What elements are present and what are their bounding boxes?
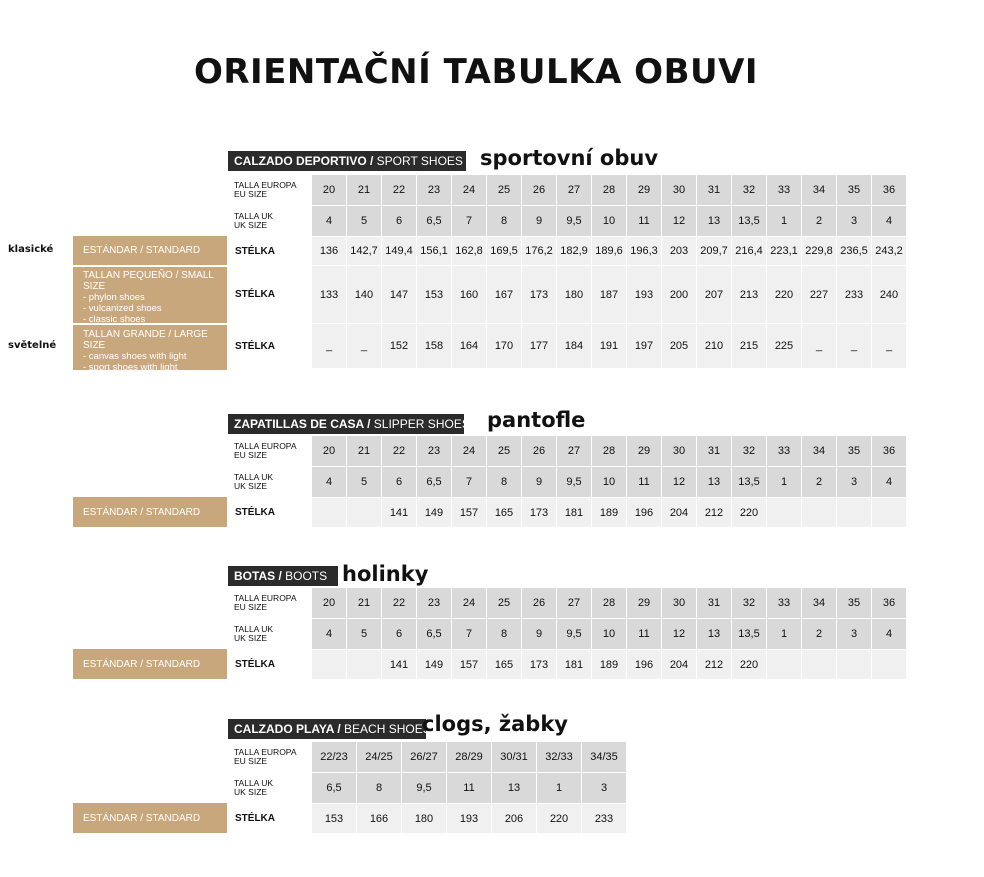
table-cell: 142,7 — [347, 237, 382, 266]
table-cell: 2 — [802, 619, 837, 650]
row-label-line: UK SIZE — [234, 787, 268, 797]
sport-small-size-note: - classic shoes — [83, 314, 146, 325]
boots-standard-label — [73, 649, 227, 679]
page-title: ORIENTAČNÍ TABULKA OBUVI — [193, 52, 759, 92]
eu-size-row — [230, 588, 907, 619]
table-cell: 22 — [382, 175, 417, 206]
sport-standard-label — [73, 236, 227, 265]
table-cell: 181 — [557, 498, 592, 528]
table-cell: 1 — [537, 773, 582, 804]
table-cell: 227 — [802, 266, 837, 324]
table-cell: 13 — [492, 773, 537, 804]
table-cell: 29 — [627, 588, 662, 619]
table-cell: 35 — [837, 436, 872, 467]
table-cell: 2 — [802, 467, 837, 498]
slipper-shoes-czech-label: pantofle — [487, 408, 586, 432]
table-cell: 30 — [662, 436, 697, 467]
stelka-row — [230, 324, 907, 369]
table-cell: 210 — [697, 324, 732, 369]
table-cell: 33 — [767, 436, 802, 467]
table-cell: 9 — [522, 206, 557, 237]
table-cell: 4 — [312, 619, 347, 650]
table-cell: 6,5 — [312, 773, 357, 804]
sport-small-size-label — [73, 267, 227, 323]
slipper-shoes-table — [229, 435, 907, 528]
table-cell: 4 — [312, 206, 347, 237]
table-cell: 28 — [592, 436, 627, 467]
sport-shoes-czech-label: sportovní obuv — [480, 146, 659, 170]
table-cell: 5 — [347, 467, 382, 498]
table-cell: 216,4 — [732, 237, 767, 266]
eu-size-row — [230, 742, 627, 773]
row-label — [230, 742, 312, 773]
table-cell: 11 — [627, 619, 662, 650]
table-cell: 1 — [767, 619, 802, 650]
table-cell: 31 — [697, 436, 732, 467]
sport-large-size-title: TALLAN GRANDE / LARGE SIZE — [83, 329, 208, 351]
table-cell: 1 — [767, 206, 802, 237]
sport-small-size-note: - phylon shoes — [83, 292, 145, 303]
table-cell: 5 — [347, 619, 382, 650]
table-cell: 189,6 — [592, 237, 627, 266]
table-cell: _ — [872, 324, 907, 369]
table-cell: 233 — [837, 266, 872, 324]
table-cell — [312, 498, 347, 528]
boots-czech-label: holinky — [342, 562, 429, 586]
table-cell: 191 — [592, 324, 627, 369]
table-cell: 9 — [522, 619, 557, 650]
row-label-line: TALLA UK — [234, 624, 274, 634]
table-cell — [312, 650, 347, 680]
table-cell: 32/33 — [537, 742, 582, 773]
table-cell: 9,5 — [402, 773, 447, 804]
table-cell: 30 — [662, 175, 697, 206]
table-cell: _ — [837, 324, 872, 369]
table-cell: 11 — [447, 773, 492, 804]
table-cell: 187 — [592, 266, 627, 324]
table-cell: 36 — [872, 588, 907, 619]
table-cell: 158 — [417, 324, 452, 369]
table-cell: 26 — [522, 436, 557, 467]
stelka-row — [230, 498, 907, 528]
table-cell: 169,5 — [487, 237, 522, 266]
table-cell: 8 — [487, 206, 522, 237]
table-cell: 11 — [627, 467, 662, 498]
table-cell: 170 — [487, 324, 522, 369]
table-cell: 4 — [872, 619, 907, 650]
eu-size-row — [230, 436, 907, 467]
sport-standard-label-text: ESTÁNDAR / STANDARD — [83, 245, 201, 256]
table-cell — [767, 650, 802, 680]
table-cell: 34 — [802, 175, 837, 206]
table-cell: 13 — [697, 467, 732, 498]
table-cell: 25 — [487, 436, 522, 467]
table-cell: 157 — [452, 650, 487, 680]
table-cell — [872, 650, 907, 680]
stelka-row — [230, 266, 907, 324]
row-label-line: EU SIZE — [234, 189, 268, 199]
table-cell: 12 — [662, 467, 697, 498]
sport-shoes-header: CALZADO DEPORTIVO / SPORT SHOES — [228, 151, 466, 171]
stelka-label: STÉLKA — [230, 266, 312, 324]
stelka-label: STÉLKA — [230, 237, 312, 266]
table-cell: 206 — [492, 804, 537, 834]
table-cell: 189 — [592, 650, 627, 680]
table-cell: 6 — [382, 467, 417, 498]
table-cell: 204 — [662, 650, 697, 680]
table-cell: 31 — [697, 175, 732, 206]
table-cell: 5 — [347, 206, 382, 237]
table-cell: 10 — [592, 619, 627, 650]
slipper-shoes-header: ZAPATILLAS DE CASA / SLIPPER SHOES — [228, 414, 464, 434]
stelka-row — [230, 237, 907, 266]
row-label-line: TALLA EUROPA — [234, 593, 297, 603]
uk-size-row — [230, 206, 907, 237]
stelka-row — [230, 650, 907, 680]
table-cell: 22 — [382, 436, 417, 467]
table-cell: 29 — [627, 436, 662, 467]
table-cell: 23 — [417, 588, 452, 619]
table-cell — [767, 498, 802, 528]
table-cell: 10 — [592, 206, 627, 237]
side-note-light: světelné — [8, 340, 57, 351]
table-cell: 9,5 — [557, 619, 592, 650]
sport-shoes-table — [229, 174, 907, 369]
table-cell: 173 — [522, 498, 557, 528]
row-label-line: EU SIZE — [234, 756, 268, 766]
table-cell: 173 — [522, 266, 557, 324]
row-label-line: EU SIZE — [234, 450, 268, 460]
table-cell: 207 — [697, 266, 732, 324]
table-cell: 215 — [732, 324, 767, 369]
table-cell: 136 — [312, 237, 347, 266]
table-cell: 22/23 — [312, 742, 357, 773]
side-note-classic: klasické — [8, 244, 54, 255]
uk-size-row — [230, 619, 907, 650]
table-cell: 26 — [522, 175, 557, 206]
table-cell: 24/25 — [357, 742, 402, 773]
table-cell: 176,2 — [522, 237, 557, 266]
table-cell — [802, 650, 837, 680]
table-cell: 220 — [537, 804, 582, 834]
table-cell: 20 — [312, 436, 347, 467]
sport-large-size-label — [73, 325, 227, 373]
table-cell: 4 — [872, 467, 907, 498]
table-cell: 4 — [872, 206, 907, 237]
table-cell: 1 — [767, 467, 802, 498]
table-cell: 33 — [767, 588, 802, 619]
table-cell: 21 — [347, 175, 382, 206]
table-cell: 34/35 — [582, 742, 627, 773]
table-cell: 153 — [417, 266, 452, 324]
table-cell: 3 — [837, 467, 872, 498]
table-cell: 162,8 — [452, 237, 487, 266]
table-cell: 13,5 — [732, 467, 767, 498]
table-cell: 30 — [662, 588, 697, 619]
table-cell: 13,5 — [732, 206, 767, 237]
row-label-line: UK SIZE — [234, 481, 268, 491]
table-cell: 141 — [382, 498, 417, 528]
table-cell: 25 — [487, 588, 522, 619]
table-cell: 233 — [582, 804, 627, 834]
table-cell: 28 — [592, 588, 627, 619]
row-label — [230, 436, 312, 467]
boots-header: BOTAS / BOOTS — [228, 566, 338, 586]
slipper-standard-label — [73, 497, 227, 527]
beach-standard-label — [73, 803, 227, 833]
table-cell: 27 — [557, 175, 592, 206]
table-cell: 9 — [522, 467, 557, 498]
table-cell: 9,5 — [557, 467, 592, 498]
table-cell: 180 — [557, 266, 592, 324]
table-cell: 21 — [347, 436, 382, 467]
table-cell: 196,3 — [627, 237, 662, 266]
table-cell: 3 — [582, 773, 627, 804]
sport-large-size-note: - canvas shoes with light — [83, 351, 187, 362]
row-label-line: TALLA UK — [234, 472, 274, 482]
beach-shoes-table — [229, 741, 627, 834]
uk-size-row — [230, 467, 907, 498]
row-label — [230, 773, 312, 804]
table-cell: 149 — [417, 650, 452, 680]
table-cell: 6 — [382, 619, 417, 650]
row-label-line: UK SIZE — [234, 220, 268, 230]
table-cell: 26/27 — [402, 742, 447, 773]
table-cell: 32 — [732, 175, 767, 206]
table-cell: 160 — [452, 266, 487, 324]
row-label-line: UK SIZE — [234, 633, 268, 643]
table-cell: 240 — [872, 266, 907, 324]
table-cell: 165 — [487, 650, 522, 680]
table-cell: 12 — [662, 206, 697, 237]
table-cell: 30/31 — [492, 742, 537, 773]
table-cell: 21 — [347, 588, 382, 619]
table-cell: 28/29 — [447, 742, 492, 773]
row-label — [230, 206, 312, 237]
table-cell: 3 — [837, 619, 872, 650]
table-cell — [347, 498, 382, 528]
table-cell: 223,1 — [767, 237, 802, 266]
table-cell: 220 — [732, 650, 767, 680]
table-cell: 7 — [452, 467, 487, 498]
stelka-label: STÉLKA — [230, 498, 312, 528]
row-label-line: TALLA EUROPA — [234, 747, 297, 757]
table-cell: _ — [802, 324, 837, 369]
table-cell: 196 — [627, 498, 662, 528]
table-cell: 196 — [627, 650, 662, 680]
table-cell: 6 — [382, 206, 417, 237]
table-cell: 212 — [697, 498, 732, 528]
table-cell: 36 — [872, 436, 907, 467]
table-cell: 6,5 — [417, 619, 452, 650]
table-cell: 193 — [627, 266, 662, 324]
table-cell: 35 — [837, 588, 872, 619]
table-cell: 157 — [452, 498, 487, 528]
table-cell: 173 — [522, 650, 557, 680]
table-cell: 24 — [452, 588, 487, 619]
table-cell: 6,5 — [417, 206, 452, 237]
row-label-line: TALLA EUROPA — [234, 441, 297, 451]
sport-small-size-note: - vulcanized shoes — [83, 303, 162, 314]
table-cell: 8 — [487, 619, 522, 650]
beach-standard-label-text: ESTÁNDAR / STANDARD — [83, 812, 201, 824]
table-cell: 229,8 — [802, 237, 837, 266]
table-cell: 200 — [662, 266, 697, 324]
stelka-label: STÉLKA — [230, 804, 312, 834]
table-cell: 23 — [417, 175, 452, 206]
table-cell: 23 — [417, 436, 452, 467]
table-cell — [872, 498, 907, 528]
stelka-row — [230, 804, 627, 834]
table-cell: 20 — [312, 588, 347, 619]
sport-large-size-note: - sport shoes with light — [83, 362, 178, 373]
boots-table — [229, 587, 907, 680]
table-cell: 24 — [452, 175, 487, 206]
table-cell: 156,1 — [417, 237, 452, 266]
table-cell: 34 — [802, 588, 837, 619]
table-cell: 12 — [662, 619, 697, 650]
table-cell: 7 — [452, 619, 487, 650]
table-cell: _ — [312, 324, 347, 369]
table-cell: 243,2 — [872, 237, 907, 266]
table-cell: 31 — [697, 588, 732, 619]
table-cell: 13 — [697, 619, 732, 650]
row-label — [230, 175, 312, 206]
sport-small-size-title: TALLAN PEQUEÑO / SMALL SIZE — [83, 270, 214, 292]
table-cell: 22 — [382, 588, 417, 619]
table-cell: 153 — [312, 804, 357, 834]
table-cell: 165 — [487, 498, 522, 528]
row-label-line: TALLA UK — [234, 211, 274, 221]
table-cell: 167 — [487, 266, 522, 324]
table-cell: 27 — [557, 588, 592, 619]
stelka-label: STÉLKA — [230, 650, 312, 680]
table-cell: 32 — [732, 588, 767, 619]
table-cell: 133 — [312, 266, 347, 324]
table-cell — [837, 498, 872, 528]
table-cell: 212 — [697, 650, 732, 680]
table-cell: 180 — [402, 804, 447, 834]
table-cell: 236,5 — [837, 237, 872, 266]
row-label-line: TALLA EUROPA — [234, 180, 297, 190]
table-cell: 220 — [732, 498, 767, 528]
table-cell: 9,5 — [557, 206, 592, 237]
table-cell: 6,5 — [417, 467, 452, 498]
table-cell: 35 — [837, 175, 872, 206]
beach-shoes-header: CALZADO PLAYA / BEACH SHOES — [228, 719, 426, 739]
table-cell: 24 — [452, 436, 487, 467]
table-cell: _ — [347, 324, 382, 369]
table-cell: 34 — [802, 436, 837, 467]
row-label-line: EU SIZE — [234, 602, 268, 612]
eu-size-row — [230, 175, 907, 206]
row-label — [230, 467, 312, 498]
table-cell: 209,7 — [697, 237, 732, 266]
table-cell: 152 — [382, 324, 417, 369]
table-cell: 29 — [627, 175, 662, 206]
uk-size-row — [230, 773, 627, 804]
table-cell: 141 — [382, 650, 417, 680]
stelka-label: STÉLKA — [230, 324, 312, 369]
table-cell: 149,4 — [382, 237, 417, 266]
table-cell: 182,9 — [557, 237, 592, 266]
table-cell: 147 — [382, 266, 417, 324]
table-cell: 25 — [487, 175, 522, 206]
table-cell: 26 — [522, 588, 557, 619]
table-cell: 10 — [592, 467, 627, 498]
table-cell — [347, 650, 382, 680]
table-cell: 149 — [417, 498, 452, 528]
table-cell: 13,5 — [732, 619, 767, 650]
row-label-line: TALLA UK — [234, 778, 274, 788]
slipper-standard-label-text: ESTÁNDAR / STANDARD — [83, 506, 201, 518]
table-cell: 204 — [662, 498, 697, 528]
table-cell: 4 — [312, 467, 347, 498]
table-cell: 11 — [627, 206, 662, 237]
table-cell: 140 — [347, 266, 382, 324]
table-cell: 36 — [872, 175, 907, 206]
table-cell: 189 — [592, 498, 627, 528]
table-cell: 181 — [557, 650, 592, 680]
table-cell: 20 — [312, 175, 347, 206]
table-cell: 8 — [487, 467, 522, 498]
table-cell: 33 — [767, 175, 802, 206]
row-label — [230, 619, 312, 650]
table-cell: 2 — [802, 206, 837, 237]
table-cell: 193 — [447, 804, 492, 834]
row-label — [230, 588, 312, 619]
table-cell: 177 — [522, 324, 557, 369]
table-cell: 213 — [732, 266, 767, 324]
table-cell: 7 — [452, 206, 487, 237]
table-cell: 166 — [357, 804, 402, 834]
table-cell — [802, 498, 837, 528]
table-cell — [837, 650, 872, 680]
table-cell: 28 — [592, 175, 627, 206]
table-cell: 13 — [697, 206, 732, 237]
table-cell: 8 — [357, 773, 402, 804]
table-cell: 205 — [662, 324, 697, 369]
table-cell: 184 — [557, 324, 592, 369]
table-cell: 220 — [767, 266, 802, 324]
table-cell: 203 — [662, 237, 697, 266]
table-cell: 32 — [732, 436, 767, 467]
table-cell: 197 — [627, 324, 662, 369]
table-cell: 164 — [452, 324, 487, 369]
boots-standard-label-text: ESTÁNDAR / STANDARD — [83, 658, 201, 670]
table-cell: 3 — [837, 206, 872, 237]
table-cell: 225 — [767, 324, 802, 369]
table-cell: 27 — [557, 436, 592, 467]
beach-shoes-czech-label: clogs, žabky — [422, 712, 568, 736]
